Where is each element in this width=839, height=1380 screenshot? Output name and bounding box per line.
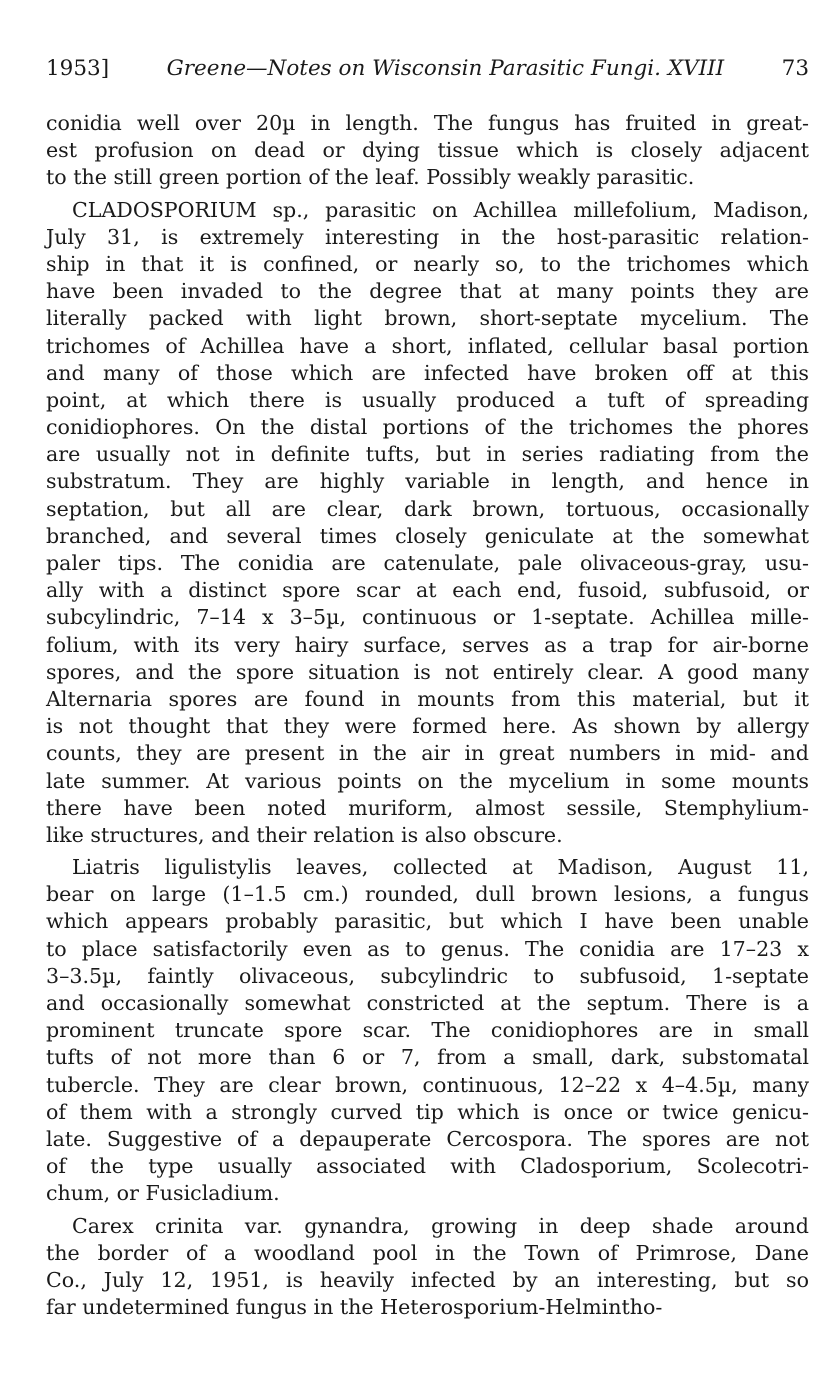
text-line: and many of those which are infected have broken off at this xyxy=(46,360,809,385)
text-line: spores, and the spore situation is not entirely clear. A good many xyxy=(46,659,809,684)
text-line: subcylindric, 7–14 x 3–5µ, continuous or 1-septate. Achillea mille- xyxy=(46,605,809,630)
text-line: ship in that it is confined, or nearly so, to the trichomes which xyxy=(46,251,809,276)
text-line: septation, but all are clear, dark brown, tortuous, occasionally xyxy=(46,496,809,521)
text-line: late. Suggestive of a depauperate Cercospora. The spores are not xyxy=(46,1126,809,1151)
text-line: paler tips. The conidia are catenulate, pale olivaceous-gray, usu- xyxy=(46,551,809,575)
text-line: late summer. At various points on the mycelium in some mounts xyxy=(46,768,809,793)
text-line: the border of a woodland pool in the Town of Primrose, Dane xyxy=(46,1240,809,1265)
text-line: conidia well over 20µ in length. The fungus has fruited in great- xyxy=(46,111,809,135)
text-line: tufts of not more than 6 or 7, from a small, dark, substomatal xyxy=(46,1045,809,1070)
text-line: to place satisfactorily even as to genus. The conidia are 17–23 x xyxy=(46,936,809,961)
text-line: is not thought that they were formed here. As shown by allergy xyxy=(46,714,809,739)
text-line: ally with a distinct spore scar at each end, fusoid, subfusoid, or xyxy=(46,578,809,603)
text-line: substratum. They are highly variable in length, and hence in xyxy=(46,469,809,494)
text-line: prominent truncate spore scar. The conidiophores are in small xyxy=(46,1018,809,1043)
text-line: of the type usually associated with Cladosporium, Scolecotri- xyxy=(46,1154,809,1179)
text-line: trichomes of Achillea have a short, inflated, cellular basal portion xyxy=(46,333,809,358)
text-line: tubercle. They are clear brown, continuous, 12–22 x 4–4.5µ, many xyxy=(46,1072,809,1097)
text-line: which appears probably parasitic, but which I have been unable xyxy=(46,909,809,934)
text-line: far undetermined fungus in the Heterosporium-Helmintho- xyxy=(46,1295,663,1320)
text-line: chum, or Fusicladium. xyxy=(46,1181,280,1206)
text-line: bear on large (1–1.5 cm.) rounded, dull brown lesions, a fungus xyxy=(46,882,809,907)
paragraph xyxy=(46,1213,809,1322)
page-number: 73 xyxy=(781,56,809,81)
paragraph xyxy=(46,854,809,1207)
text-line: Liatris ligulistylis leaves, collected at Madison, August 11, xyxy=(72,855,809,880)
text-line: counts, they are present in the air in great numbers in mid- and xyxy=(46,741,809,766)
text-line: est profusion on dead or dying tissue which is closely adjacent xyxy=(46,138,809,163)
text-line: 3–3.5µ, faintly olivaceous, subcylindric to subfusoid, 1-septate xyxy=(46,963,809,988)
paragraph xyxy=(46,110,809,192)
text-line: point, at which there is usually produced a tuft of spreading xyxy=(46,387,809,412)
text-line: folium, with its very hairy surface, serves as a trap for air-borne xyxy=(46,632,809,657)
text-line: CLADOSPORIUM sp., parasitic on Achillea millefolium, Madison, xyxy=(72,197,809,222)
text-line: and occasionally somewhat constricted at the septum. There is a xyxy=(46,991,809,1015)
body-text xyxy=(46,110,809,1321)
text-line: to the still green portion of the leaf. Possibly weakly parasitic. xyxy=(46,165,695,190)
text-line: Alternaria spores are found in mounts from this material, but it xyxy=(46,686,809,711)
text-line: branched, and several times closely geniculate at the somewhat xyxy=(46,523,809,548)
text-line: literally packed with light brown, short-septate mycelium. The xyxy=(46,306,809,331)
text-line: have been invaded to the degree that at many points they are xyxy=(46,279,809,304)
header-title: Greene—Notes on Wisconsin Parasitic Fungi. XVIII xyxy=(166,56,725,81)
text-line: Carex crinita var. gynandra, growing in deep shade around xyxy=(72,1213,809,1238)
paragraph xyxy=(46,197,809,850)
text-line: of them with a strongly curved tip which is once or twice genicu- xyxy=(46,1099,809,1124)
running-header xyxy=(46,56,809,82)
text-line: are usually not in definite tufts, but in series radiating from the xyxy=(46,442,809,467)
text-line: Co., July 12, 1951, is heavily infected by an interesting, but so xyxy=(46,1267,809,1292)
text-line: conidiophores. On the distal portions of the trichomes the phores xyxy=(46,415,809,440)
text-line: like structures, and their relation is also obscure. xyxy=(46,822,563,847)
text-line: July 31, is extremely interesting in the host-parasitic relation- xyxy=(46,224,809,249)
header-year: 1953] xyxy=(46,56,110,81)
text-line: there have been noted muriform, almost sessile, Stemphylium- xyxy=(46,795,809,820)
